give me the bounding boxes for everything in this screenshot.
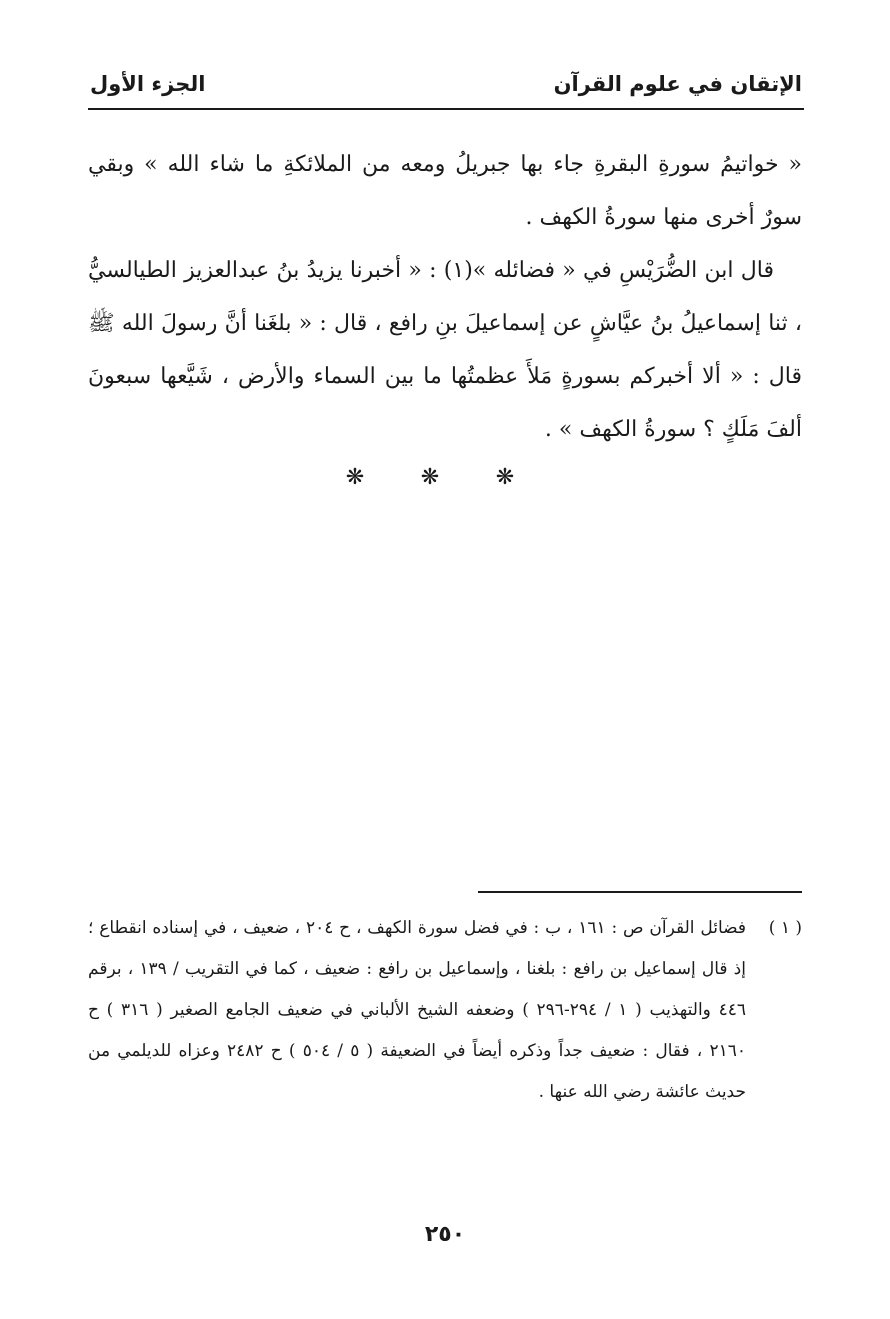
paragraph: قال ابن الضُّرَيْسِ في « فضائله »(١) : « أخبرنا يزيدُ بنُ عبدالعزيز الطيالسيُّ ، ثنا إسماعيلُ بنُ عيَّاشٍ عن إسماعيلَ بنِ رافع ، قال : « بلغَنا أنَّ رسولَ الله ﷺ قال : « ألا أخبركم بسورةٍ مَلأَ عظمتُها ما بين السماء والأرض ، شَيَّعها سبعونَ ألفَ مَلَكٍ ؟ سورةُ الكهف » .	[88, 258, 802, 442]
paragraph: « خواتيمُ سورةِ البقرةِ جاء بها جبريلُ ومعه من الملائكةِ ما شاء الله » وبقي سورٌ أخرى منها سورةُ الكهف .	[88, 152, 802, 230]
footnote-divider	[478, 891, 802, 893]
asterism-icon: ❋	[495, 465, 515, 490]
book-title: الإتقان في علوم القرآن	[553, 72, 802, 96]
footnote-text: فضائل القرآن ص : ١٦١ ، ب : في فضل سورة الكهف ، ح ٢٠٤ ، ضعيف ، في إسناده انقطاع ؛ إذ قال إسماعيل بن رافع : بلغنا ، وإسماعيل بن رافع : ضعيف ، كما في التقريب / ١٣٩ ، برقم ٤٤٦ والتهذيب ( ١ / ٢٩٤-٢٩٦ ) وضعفه الشيخ الألباني في ضعيف الجامع الصغير ( ٣١٦ ) ح ٢١٦٠ ، فقال : ضعيف جداً وذكره أيضاً في الضعيفة ( ٥ / ٥٠٤ ) ح ٢٤٨٢ وعزاه للديلمي من حديث عائشة رضي الله عنها .	[88, 918, 747, 1102]
section-separator	[340, 465, 520, 495]
running-header	[90, 66, 802, 102]
asterism-icon: ❋	[420, 465, 440, 490]
asterism-icon: ❋	[345, 465, 365, 490]
main-text	[88, 138, 802, 456]
header-divider	[88, 108, 804, 110]
volume-label: الجزء الأول	[90, 72, 206, 96]
footnote-number: ( ١ )	[768, 918, 802, 938]
footnote	[88, 908, 802, 1113]
page-number: ٢٥٠	[424, 1222, 466, 1247]
